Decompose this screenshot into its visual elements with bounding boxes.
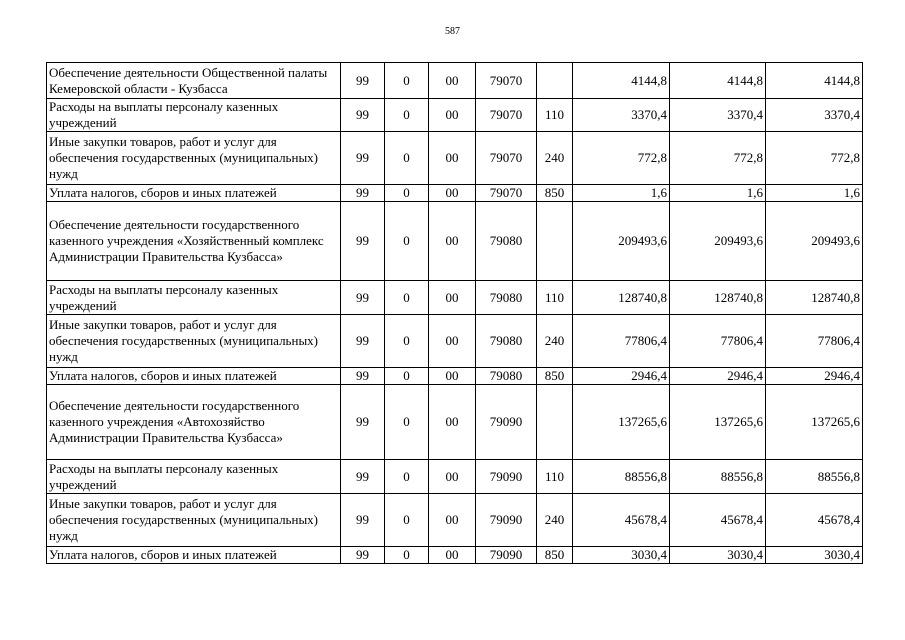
amount-year1-cell: 3030,4 <box>573 547 670 564</box>
amount-year2-cell: 209493,6 <box>670 202 766 281</box>
amount-year1-cell: 88556,8 <box>573 460 670 494</box>
subprogram-code-cell: 0 <box>385 315 429 368</box>
subprogram-code-cell: 0 <box>385 63 429 99</box>
expense-type-cell: 110 <box>537 99 573 132</box>
direction-code-cell: 79070 <box>476 63 537 99</box>
amount-year1-cell: 209493,6 <box>573 202 670 281</box>
direction-code-cell: 79090 <box>476 460 537 494</box>
page-number: 587 <box>445 26 460 37</box>
table-body <box>47 63 863 564</box>
amount-year3-cell: 88556,8 <box>766 460 863 494</box>
amount-year3-cell: 45678,4 <box>766 494 863 547</box>
group-code-cell: 00 <box>429 185 476 202</box>
expense-type-cell: 110 <box>537 281 573 315</box>
table-row <box>47 202 863 281</box>
group-code-cell: 00 <box>429 460 476 494</box>
expense-type-cell: 240 <box>537 494 573 547</box>
group-code-cell: 00 <box>429 63 476 99</box>
direction-code-cell: 79070 <box>476 185 537 202</box>
expense-type-cell <box>537 63 573 99</box>
subprogram-code-cell: 0 <box>385 385 429 460</box>
program-code-cell: 99 <box>341 63 385 99</box>
group-code-cell: 00 <box>429 99 476 132</box>
amount-year1-cell: 3370,4 <box>573 99 670 132</box>
program-code-cell: 99 <box>341 281 385 315</box>
table-row <box>47 385 863 460</box>
amount-year1-cell: 1,6 <box>573 185 670 202</box>
expense-type-cell: 240 <box>537 132 573 185</box>
program-code-cell: 99 <box>341 547 385 564</box>
amount-year2-cell: 4144,8 <box>670 63 766 99</box>
amount-year3-cell: 772,8 <box>766 132 863 185</box>
amount-year2-cell: 88556,8 <box>670 460 766 494</box>
budget-table <box>46 62 863 564</box>
group-code-cell: 00 <box>429 547 476 564</box>
amount-year3-cell: 3030,4 <box>766 547 863 564</box>
table-row <box>47 132 863 185</box>
program-code-cell: 99 <box>341 99 385 132</box>
program-code-cell: 99 <box>341 132 385 185</box>
subprogram-code-cell: 0 <box>385 281 429 315</box>
direction-code-cell: 79090 <box>476 547 537 564</box>
expense-type-cell: 850 <box>537 547 573 564</box>
direction-code-cell: 79080 <box>476 281 537 315</box>
row-name-cell: Обеспечение деятельности Общественной палаты Кемеровской области - Кузбасса <box>47 63 341 99</box>
amount-year2-cell: 772,8 <box>670 132 766 185</box>
subprogram-code-cell: 0 <box>385 368 429 385</box>
subprogram-code-cell: 0 <box>385 494 429 547</box>
program-code-cell: 99 <box>341 368 385 385</box>
expense-type-cell: 850 <box>537 368 573 385</box>
expense-type-cell <box>537 202 573 281</box>
row-name-cell: Иные закупки товаров, работ и услуг для обеспечения государственных (муниципальных) нужд <box>47 132 341 185</box>
program-code-cell: 99 <box>341 202 385 281</box>
direction-code-cell: 79080 <box>476 202 537 281</box>
subprogram-code-cell: 0 <box>385 185 429 202</box>
group-code-cell: 00 <box>429 315 476 368</box>
amount-year2-cell: 45678,4 <box>670 494 766 547</box>
program-code-cell: 99 <box>341 460 385 494</box>
program-code-cell: 99 <box>341 185 385 202</box>
group-code-cell: 00 <box>429 202 476 281</box>
row-name-cell: Иные закупки товаров, работ и услуг для обеспечения государственных (муниципальных) нужд <box>47 315 341 368</box>
amount-year3-cell: 128740,8 <box>766 281 863 315</box>
subprogram-code-cell: 0 <box>385 202 429 281</box>
table-row <box>47 99 863 132</box>
amount-year1-cell: 45678,4 <box>573 494 670 547</box>
direction-code-cell: 79090 <box>476 385 537 460</box>
amount-year2-cell: 137265,6 <box>670 385 766 460</box>
group-code-cell: 00 <box>429 494 476 547</box>
group-code-cell: 00 <box>429 281 476 315</box>
program-code-cell: 99 <box>341 494 385 547</box>
table-row <box>47 368 863 385</box>
amount-year1-cell: 77806,4 <box>573 315 670 368</box>
table-row <box>47 281 863 315</box>
subprogram-code-cell: 0 <box>385 99 429 132</box>
amount-year3-cell: 2946,4 <box>766 368 863 385</box>
row-name-cell: Расходы на выплаты персоналу казенных учреждений <box>47 99 341 132</box>
amount-year1-cell: 2946,4 <box>573 368 670 385</box>
row-name-cell: Расходы на выплаты персоналу казенных учреждений <box>47 460 341 494</box>
row-name-cell: Уплата налогов, сборов и иных платежей <box>47 547 341 564</box>
direction-code-cell: 79090 <box>476 494 537 547</box>
direction-code-cell: 79080 <box>476 368 537 385</box>
group-code-cell: 00 <box>429 132 476 185</box>
subprogram-code-cell: 0 <box>385 460 429 494</box>
amount-year3-cell: 209493,6 <box>766 202 863 281</box>
table-row <box>47 494 863 547</box>
expense-type-cell <box>537 385 573 460</box>
amount-year3-cell: 137265,6 <box>766 385 863 460</box>
subprogram-code-cell: 0 <box>385 547 429 564</box>
subprogram-code-cell: 0 <box>385 132 429 185</box>
amount-year2-cell: 77806,4 <box>670 315 766 368</box>
amount-year3-cell: 1,6 <box>766 185 863 202</box>
table-row <box>47 460 863 494</box>
table-row <box>47 315 863 368</box>
row-name-cell: Обеспечение деятельности государственного казенного учреждения «Хозяйственный комплекс Администрации Правительства Кузбасса» <box>47 202 341 281</box>
expense-type-cell: 240 <box>537 315 573 368</box>
amount-year2-cell: 2946,4 <box>670 368 766 385</box>
direction-code-cell: 79080 <box>476 315 537 368</box>
amount-year2-cell: 1,6 <box>670 185 766 202</box>
amount-year1-cell: 137265,6 <box>573 385 670 460</box>
direction-code-cell: 79070 <box>476 99 537 132</box>
row-name-cell: Обеспечение деятельности государственного казенного учреждения «Автохозяйство Администрации Правительства Кузбасса» <box>47 385 341 460</box>
amount-year3-cell: 4144,8 <box>766 63 863 99</box>
amount-year2-cell: 3030,4 <box>670 547 766 564</box>
table-row <box>47 547 863 564</box>
expense-type-cell: 110 <box>537 460 573 494</box>
table-row <box>47 63 863 99</box>
amount-year2-cell: 3370,4 <box>670 99 766 132</box>
amount-year3-cell: 77806,4 <box>766 315 863 368</box>
row-name-cell: Иные закупки товаров, работ и услуг для обеспечения государственных (муниципальных) нужд <box>47 494 341 547</box>
amount-year1-cell: 4144,8 <box>573 63 670 99</box>
amount-year1-cell: 772,8 <box>573 132 670 185</box>
amount-year2-cell: 128740,8 <box>670 281 766 315</box>
row-name-cell: Расходы на выплаты персоналу казенных учреждений <box>47 281 341 315</box>
program-code-cell: 99 <box>341 315 385 368</box>
program-code-cell: 99 <box>341 385 385 460</box>
row-name-cell: Уплата налогов, сборов и иных платежей <box>47 185 341 202</box>
amount-year1-cell: 128740,8 <box>573 281 670 315</box>
expense-type-cell: 850 <box>537 185 573 202</box>
direction-code-cell: 79070 <box>476 132 537 185</box>
row-name-cell: Уплата налогов, сборов и иных платежей <box>47 368 341 385</box>
group-code-cell: 00 <box>429 385 476 460</box>
group-code-cell: 00 <box>429 368 476 385</box>
table-row <box>47 185 863 202</box>
amount-year3-cell: 3370,4 <box>766 99 863 132</box>
